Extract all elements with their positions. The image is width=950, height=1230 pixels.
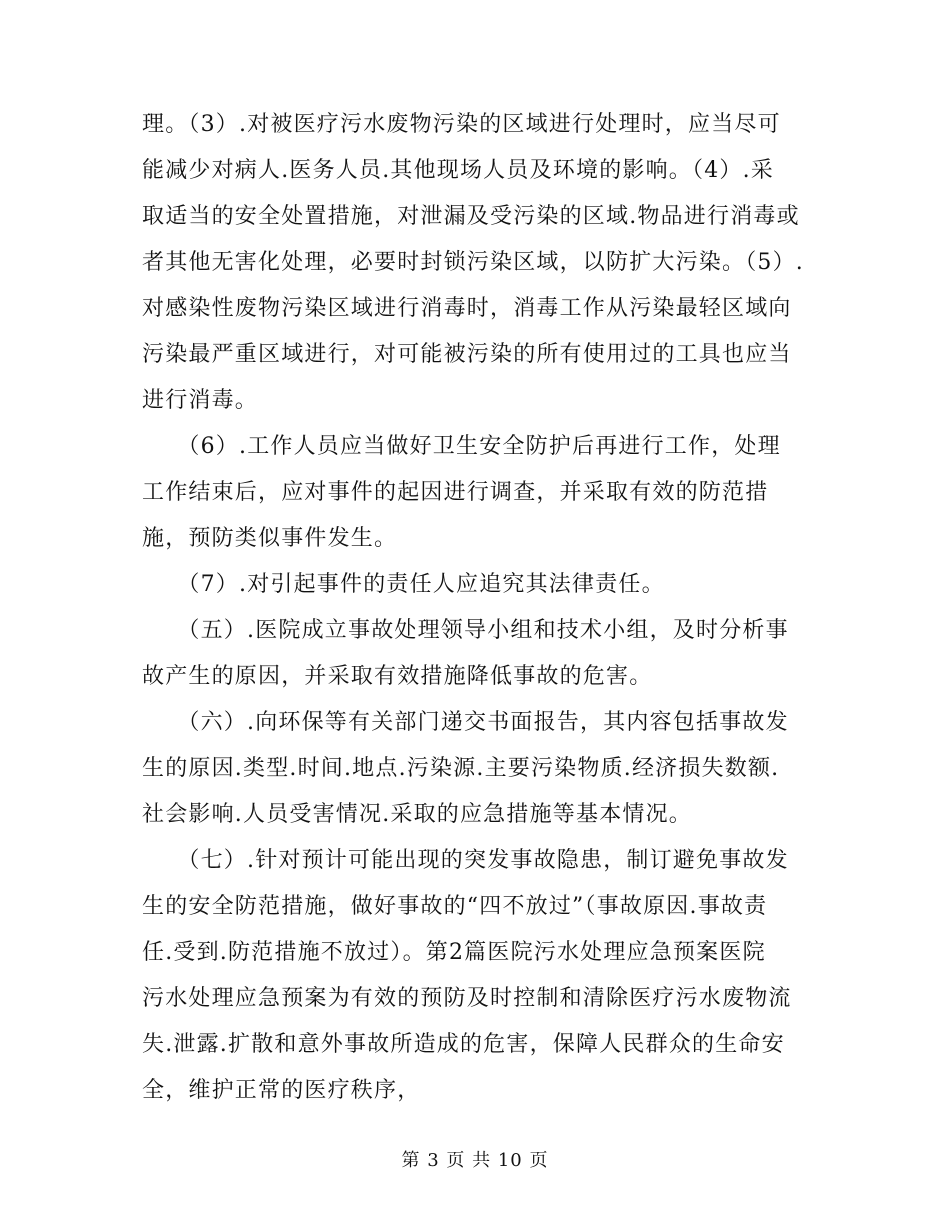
text-line: 对感染性废物污染区域进行消毒时，消毒工作从污染最轻区域向 (142, 296, 792, 321)
text-line: （7）.对引起事件的责任人应追究其法律责任。 (142, 572, 665, 597)
text-line: 生的原因.类型.时间.地点.污染源.主要污染物质.经济损失数额. (142, 756, 780, 781)
text-line: （七）.针对预计可能出现的突发事故隐患，制订避免事故发 (142, 848, 789, 873)
text-line: 失.泄露.扩散和意外事故所造成的危害，保障人民群众的生命安 (142, 1032, 785, 1057)
page-number-footer: 第 3 页 共 10 页 (401, 1150, 549, 1171)
text-line: 进行消毒。 (142, 388, 259, 413)
text-line: （六）.向环保等有关部门递交书面报告，其内容包括事故发 (142, 710, 789, 735)
text-line: 社会影响.人员受害情况.采取的应急措施等基本情况。 (142, 802, 692, 827)
document-body (142, 102, 814, 1114)
text-line: 取适当的安全处置措施，对泄漏及受污染的区域.物品进行消毒或 (142, 204, 800, 229)
text-line: 污水处理应急预案为有效的预防及时控制和清除医疗污水废物流 (142, 986, 792, 1011)
text-line: 任.受到.防范措施不放过）。第2篇医院污水处理应急预案医院 (142, 940, 766, 965)
text-line: 生的安全防范措施，做好事故的“四不放过”（事故原因.事故责 (142, 894, 768, 919)
text-line: 能减少对病人.医务人员.其他现场人员及环境的影响。（4）.采 (142, 158, 774, 183)
text-line: （6）.工作人员应当做好卫生安全防护后再进行工作，处理 (142, 434, 781, 459)
text-line: 理。（3）.对被医疗污水废物污染的区域进行处理时，应当尽可 (142, 112, 781, 137)
text-line: 工作结束后，应对事件的起因进行调查，并采取有效的防范措 (142, 480, 769, 505)
text-line: （五）.医院成立事故处理领导小组和技术小组，及时分析事 (142, 618, 789, 643)
text-line: 者其他无害化处理，必要时封锁污染区域，以防扩大污染。（5）. (142, 250, 804, 275)
text-line: 故产生的原因，并采取有效措施降低事故的危害。 (142, 664, 653, 689)
text-line: 全，维护正常的医疗秩序， (142, 1078, 421, 1103)
text-line: 施，预防类似事件发生。 (142, 526, 398, 551)
text-line: 污染最严重区域进行，对可能被污染的所有使用过的工具也应当 (142, 342, 792, 367)
